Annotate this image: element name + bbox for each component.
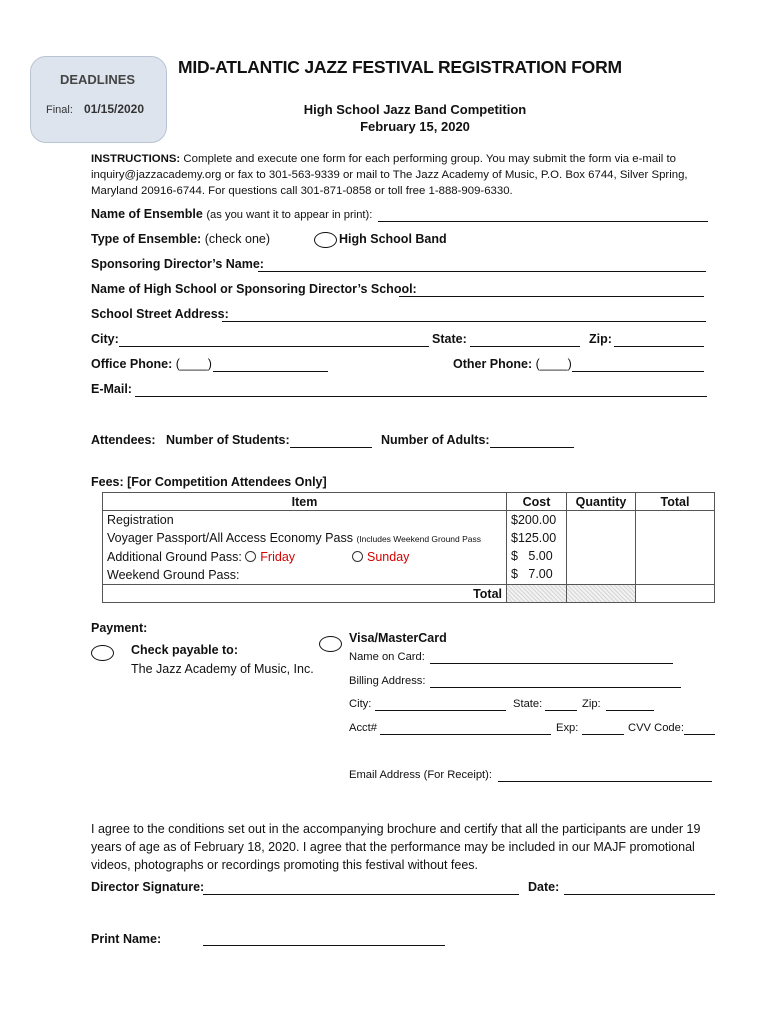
fees-heading: Fees: [For Competition Attendees Only] <box>91 475 327 489</box>
fees-total-label: Total <box>103 585 507 603</box>
exp-label: Exp: <box>556 722 579 734</box>
item-registration: Registration <box>107 513 174 527</box>
deadline-final <box>46 102 144 116</box>
check-label: Check payable to: <box>131 643 238 657</box>
state-field[interactable] <box>470 346 580 347</box>
form-title: MID-ATLANTIC JAZZ FESTIVAL REGISTRATION FORM <box>178 57 622 77</box>
ensemble-type-hint: (check one) <box>204 232 271 246</box>
card-city-field[interactable] <box>375 710 506 711</box>
print-name-label: Print Name: <box>91 932 162 946</box>
street-address-field[interactable] <box>222 321 706 322</box>
school-name-field[interactable] <box>399 296 704 297</box>
receipt-email-label: Email Address (For Receipt): <box>349 769 492 781</box>
zip-label: Zip: <box>589 332 612 346</box>
other-phone-field[interactable] <box>572 371 704 372</box>
fees-body-row <box>103 511 715 585</box>
ensemble-name-label <box>91 207 372 221</box>
sunday-radio[interactable] <box>352 551 363 562</box>
deadline-final-date: 01/15/2020 <box>83 102 145 116</box>
name-on-card-label: Name on Card: <box>349 651 425 663</box>
instructions-label: INSTRUCTIONS: <box>91 153 181 165</box>
ensemble-type-label <box>91 232 270 246</box>
street-address-label: School Street Address: <box>91 307 229 321</box>
adults-label: Number of Adults: <box>381 433 490 447</box>
item-additional-label: Additional Ground Pass: <box>107 550 242 564</box>
fees-total-row <box>103 585 715 603</box>
ensemble-type-label-text: Type of Ensemble: <box>91 232 202 246</box>
cvv-label: CVV Code: <box>628 722 684 734</box>
acct-label: Acct# <box>349 722 377 734</box>
attendees-label: Attendees: <box>91 433 156 447</box>
exp-field[interactable] <box>582 734 624 735</box>
cost-voyager: $125.00 <box>511 531 557 545</box>
office-phone-label-text: Office Phone: <box>91 357 173 371</box>
fees-total-shaded-cost <box>507 585 567 603</box>
card-zip-field[interactable] <box>606 710 654 711</box>
card-state-field[interactable] <box>545 710 577 711</box>
ensemble-name-label-text: Name of Ensemble <box>91 207 203 221</box>
receipt-email-field[interactable] <box>498 781 712 782</box>
col-total: Total <box>636 493 715 511</box>
instructions <box>91 151 703 199</box>
state-label: State: <box>432 332 467 346</box>
instructions-text: Complete and execute one form for each performing group. You may submit the form via e-mail to inquiry@jazzacademy.org or fax to 301-563-9339 or mail to The Jazz Academy of Music, P.O. Box 6744, Silver Spring, Maryland 20916-6744. For questions call 301-871-0858 or toll free 1-888-909-6330. <box>91 153 688 197</box>
card-radio[interactable] <box>319 636 342 652</box>
check-radio[interactable] <box>91 645 114 661</box>
col-item: Item <box>103 493 507 511</box>
zip-field[interactable] <box>614 346 704 347</box>
ensemble-name-hint: (as you want it to appear in print): <box>206 209 373 221</box>
director-signature-field[interactable] <box>203 894 519 895</box>
other-phone-label <box>453 357 572 371</box>
deadline-final-label: Final: <box>46 104 73 116</box>
date-field[interactable] <box>564 894 715 895</box>
billing-address-label: Billing Address: <box>349 675 426 687</box>
form-date: February 15, 2020 <box>360 119 470 134</box>
form-subtitle: High School Jazz Band Competition <box>303 102 527 117</box>
name-on-card-field[interactable] <box>430 663 673 664</box>
students-label: Number of Students: <box>166 433 290 447</box>
friday-radio[interactable] <box>245 551 256 562</box>
deadlines-box <box>30 56 167 143</box>
cost-weekend: $ 7.00 <box>511 567 553 581</box>
director-name-label: Sponsoring Director’s Name: <box>91 257 264 271</box>
card-city-label: City: <box>349 698 372 710</box>
deadlines-title: DEADLINES <box>59 72 136 87</box>
cost-registration: $200.00 <box>511 513 557 527</box>
item-voyager-label: Voyager Passport/All Access Economy Pass <box>107 531 353 545</box>
item-weekend: Weekend Ground Pass: <box>107 568 240 582</box>
other-phone-area-code[interactable]: (____) <box>535 357 572 371</box>
cvv-field[interactable] <box>684 734 715 735</box>
item-additional <box>107 548 502 566</box>
office-phone-label <box>91 357 212 371</box>
ensemble-name-field[interactable] <box>378 221 708 222</box>
office-phone-area-code[interactable]: (____) <box>175 357 212 371</box>
adults-field[interactable] <box>490 447 574 448</box>
sunday-label: Sunday <box>367 550 410 564</box>
director-name-field[interactable] <box>258 271 706 272</box>
school-name-label: Name of High School or Sponsoring Director’s School: <box>91 282 417 296</box>
high-school-band-label: High School Band <box>339 232 447 246</box>
students-field[interactable] <box>290 447 372 448</box>
other-phone-label-text: Other Phone: <box>453 357 533 371</box>
quantity-cells[interactable] <box>567 511 636 585</box>
billing-address-field[interactable] <box>430 687 681 688</box>
director-signature-label: Director Signature: <box>91 880 205 894</box>
high-school-band-radio[interactable] <box>314 232 337 248</box>
city-label: City: <box>91 332 119 346</box>
fees-header-row <box>103 493 715 511</box>
date-label: Date: <box>528 880 560 894</box>
acct-field[interactable] <box>380 734 551 735</box>
fees-costs <box>507 511 567 585</box>
item-voyager-note: (Includes Weekend Ground Pass <box>356 534 482 544</box>
total-cells[interactable] <box>636 511 715 585</box>
fees-total-shaded-qty <box>567 585 636 603</box>
agreement-text: I agree to the conditions set out in the accompanying brochure and certify that all the participants are under 19 years of age as of February 18, 2020. I agree that the performance may be included in our MAJF promotional videos, photographs or recordings promoting this festival without fees. <box>91 822 701 872</box>
payment-label: Payment: <box>91 621 148 635</box>
email-field[interactable] <box>135 396 707 397</box>
office-phone-field[interactable] <box>213 371 328 372</box>
fees-table <box>102 492 715 603</box>
card-state-label: State: <box>513 698 543 710</box>
cost-additional: $ 5.00 <box>511 549 553 563</box>
grand-total-cell[interactable] <box>636 585 715 603</box>
print-name-field[interactable] <box>203 945 445 946</box>
card-zip-label: Zip: <box>582 698 601 710</box>
email-label: E-Mail: <box>91 382 132 396</box>
check-payee: The Jazz Academy of Music, Inc. <box>131 662 314 676</box>
fees-items <box>103 511 507 585</box>
friday-label: Friday <box>260 550 296 564</box>
col-cost: Cost <box>507 493 567 511</box>
city-field[interactable] <box>119 346 429 347</box>
item-voyager <box>107 529 502 548</box>
card-label: Visa/MasterCard <box>349 631 447 645</box>
col-quantity: Quantity <box>567 493 636 511</box>
